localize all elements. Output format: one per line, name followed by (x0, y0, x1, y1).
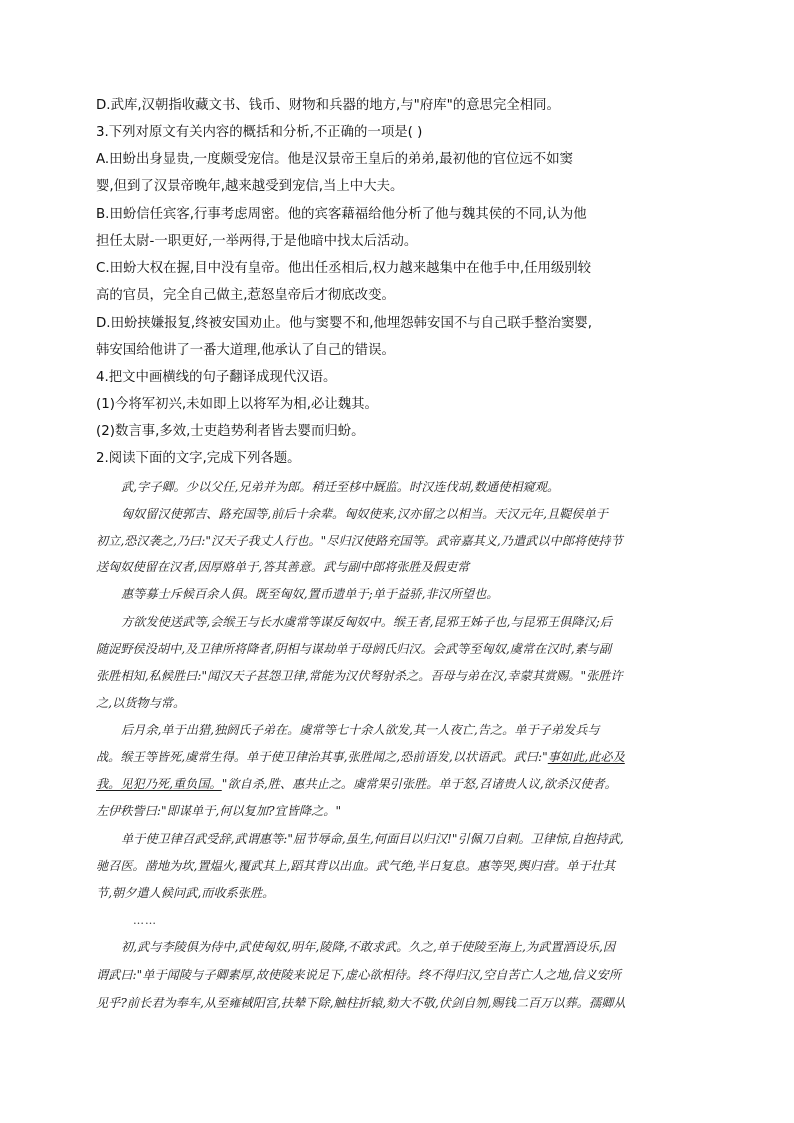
passage-paragraph-1: 武,字子卿。少以父任,兄弟并为郎。稍迁至栘中厩监。时汉连伐胡,数通使相窥观。 (121, 480, 560, 494)
question-3-stem: 3.下列对原文有关内容的概括和分析,不正确的一项是( ) (96, 125, 423, 140)
option-d-q2: D.武库,汉朝指收藏文书、钱币、财物和兵器的地方,与"府库"的意思完全相同。 (96, 98, 560, 113)
underlined-sentence-part1: 事如此,此必及 (547, 750, 625, 764)
passage-p6-line2: 驰召医。凿地为坎,置煴火,覆武其上,蹈其背以出血。武气绝,半日复息。惠等哭,舆归营。单于壮其 (96, 859, 616, 873)
q3-option-d-line1: D.田蚡挟嫌报复,终被安国劝止。他与窦婴不和,他埋怨韩安国不与自己联手整治窦婴, (96, 316, 593, 331)
passage-paragraph-3: 惠等募士斥候百余人俱。既至匈奴,置币遗单于;单于益骄,非汉所望也。 (121, 587, 499, 601)
passage-p2-line3: 送匈奴使留在汉者,因厚赂单于,答其善意。武与副中郎将张胜及假吏常 (96, 560, 470, 574)
passage-p7-line2: 谓武曰:"单于闻陵与子卿素厚,故使陵来说足下,虚心欲相待。终不得归汉,空自苦亡人之地,信义安所 (96, 968, 621, 982)
q3-option-b-line2: 担任太尉-一职更好,一举两得,于是他暗中找太后活动。 (96, 234, 418, 249)
passage-p5-line3-text: "欲自杀,胜、惠共止之。虞常果引张胜。单于怒,召诸贵人议,欲杀汉使者。 (221, 777, 617, 791)
passage-p4-line2: 随浞野侯没胡中,及卫律所将降者,阴相与谋劫单于母阏氏归汉。会武等至匈奴,虞常在汉时,素与副 (96, 642, 612, 656)
passage-p7-line1: 初,武与李陵俱为侍中,武使匈奴,明年,陵降,不敢求武。久之,单于使陵至海上,为武置酒设乐,因 (121, 940, 616, 954)
section-2-heading: 2.阅读下面的文字,完成下列各题。 (96, 451, 301, 466)
q3-option-a-line2: 婴,但到了汉景帝晚年,越来越受到宠信,当上中大夫。 (96, 179, 404, 194)
q3-option-d-line2: 韩安国给他讲了一番大道理,他承认了自己的错误。 (96, 343, 395, 358)
ellipsis: …… (133, 914, 157, 927)
passage-p5-line1: 后月余,单于出猎,独阏氏子弟在。虞常等七十余人欲发,其一人夜亡,告之。单于子弟发兵与 (121, 723, 600, 737)
passage-p6-line3: 节,朝夕遣人候问武,而收系张胜。 (96, 886, 275, 900)
passage-p4-line3: 张胜相知,私候胜曰:"闻汉天子甚怨卫律,常能为汉伏弩射杀之。吾母与弟在汉,幸蒙其赏赐。"张胜许 (96, 669, 623, 683)
passage-p5-line2-text: 战。缑王等皆死,虞常生得。单于使卫律治其事,张胜闻之,恐前语发,以状语武。武曰:" (96, 750, 548, 764)
q3-option-c-line2: 高的官员，完全自己做主,惹怒皇帝后才彻底改变。 (96, 288, 395, 303)
q4-sentence-2: (2)数言事,多效,士吏趋势利者皆去婴而归蚡。 (96, 424, 365, 439)
q3-option-a-line1: A.田蚡出身显贵,一度颇受宠信。他是汉景帝王皇后的弟弟,最初他的官位远不如窦 (96, 152, 573, 167)
q3-option-c-line1: C.田蚡大权在握,目中没有皇帝。他出任丞相后,权力越来越集中在他手中,任用级别较 (96, 261, 592, 276)
passage-p6-line1: 单于使卫律召武受辞,武谓惠等:"屈节辱命,虽生,何面目以归汉!"引佩刀自刺。卫律惊,自抱持武, (121, 832, 624, 846)
q3-option-b-line1: B.田蚡信任宾客,行事考虑周密。他的宾客藉福给他分析了他与魏其侯的不同,认为他 (96, 207, 587, 222)
passage-p2-line2: 初立,恐汉袭之,乃曰:"汉天子我丈人行也。"尽归汉使路充国等。武帝嘉其义,乃遣武以中郎将使持节 (96, 534, 623, 548)
passage-p5-line4: 左伊秩訾曰:"即谋单于,何以复加?宜皆降之。" (96, 804, 342, 818)
passage-p5-line2 (96, 748, 625, 766)
passage-p7-line3: 见乎?前长君为奉车,从至雍棫阳宫,扶辇下除,触柱折辕,劾大不敬,伏剑自刎,赐钱二百万以葬。孺卿从 (96, 996, 626, 1010)
passage-p2-line1: 匈奴留汉使郭吉、路充国等,前后十余辈。匈奴使来,汉亦留之以相当。天汉元年,且鞮侯单于 (121, 507, 608, 521)
q4-sentence-1: (1)今将军初兴,未如即上以将军为相,必让魏其。 (96, 397, 378, 412)
passage-p4-line1: 方欲发使送武等,会缑王与长水虞常等谋反匈奴中。缑王者,昆邪王姊子也,与昆邪王俱降汉;后 (121, 615, 613, 629)
question-4-stem: 4.把文中画横线的句子翻译成现代汉语。 (96, 370, 337, 385)
passage-p4-line4: 之,以货物与常。 (96, 696, 186, 710)
underlined-sentence-part2: 我。见犯乃死,重负国。 (96, 777, 222, 791)
passage-p5-line3 (96, 775, 617, 793)
